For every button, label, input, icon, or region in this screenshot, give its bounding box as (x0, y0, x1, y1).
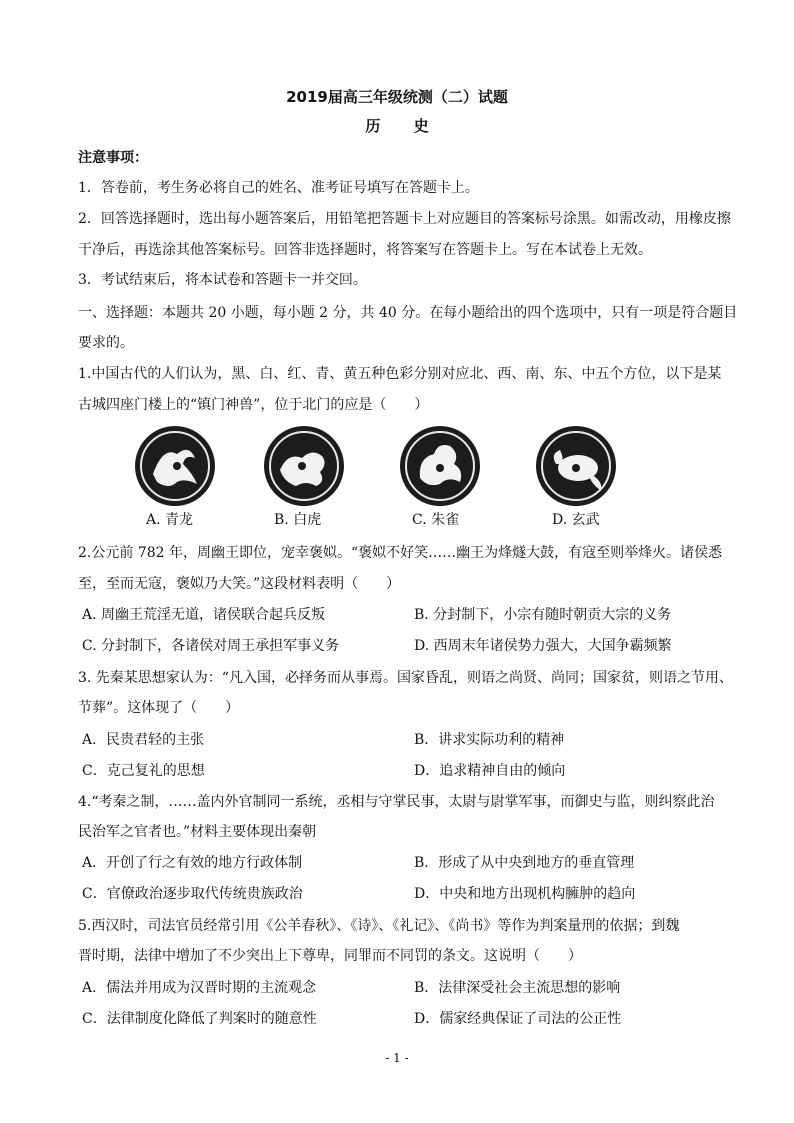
question-5-option-a: A．儒法并用成为汉晋时期的主流观念 (82, 980, 317, 996)
section-1-instructions-line-2: 要求的。 (78, 335, 134, 351)
question-2-line-1: 2.公元前 782 年，周幽王即位，宠幸褒姒。“褒姒不好笑……幽王为烽燧大鼓，有寇至则举烽火。诸侯悉 (78, 545, 723, 561)
question-5-line-2: 晋时期，法律中增加了不少突出上下尊卑，同罪而不同罚的条文。这说明（ ） (78, 948, 582, 964)
question-5-option-c: C．法律制度化降低了判案时的随意性 (82, 1011, 317, 1027)
question-1-option-a: A. 青龙 (146, 512, 194, 528)
notice-item-1: 1．答卷前，考生务必将自己的姓名、准考证号填写在答题卡上。 (78, 180, 479, 196)
question-3-option-d: D．追求精神自由的倾向 (414, 763, 566, 779)
question-4-option-a: A．开创了行之有效的地方行政体制 (82, 855, 303, 871)
notice-item-2-line-2: 干净后，再选涂其他答案标号。回答非选择题时，将答案写在答题卡上。写在本试卷上无效。 (78, 242, 652, 258)
question-3-option-b: B．讲求实际功利的精神 (414, 732, 565, 748)
question-1-option-d: D. 玄武 (552, 512, 600, 528)
bird-tile-icon (398, 424, 482, 508)
question-2-option-d: D. 西周末年诸侯势力强大，大国争霸频繁 (414, 638, 672, 654)
question-2-option-b: B. 分封制下，小宗有随时朝贡大宗的义务 (414, 607, 672, 623)
section-1-instructions-line-1: 一、选择题：本题共 20 小题，每小题 2 分，共 40 分。在每小题给出的四个选项中，只有一项是符合题目 (78, 305, 738, 321)
question-4-option-d: D．中央和地方出现机构臃肿的趋向 (414, 886, 636, 902)
turtle-tile-icon (534, 424, 618, 508)
question-4-option-c: C．官僚政治逐步取代传统贵族政治 (82, 886, 303, 902)
question-3-option-c: C．克己复礼的思想 (82, 763, 205, 779)
question-5-option-d: D．儒家经典保证了司法的公正性 (414, 1011, 622, 1027)
question-4-option-b: B．形成了从中央到地方的垂直管理 (414, 855, 635, 871)
dragon-tile-icon (133, 424, 217, 508)
question-1-line-1: 1.中国古代的人们认为，黑、白、红、青、黄五种色彩分别对应北、西、南、东、中五个方位，以下是某 (78, 366, 722, 382)
question-1-option-b: B. 白虎 (274, 512, 322, 528)
question-4-line-1: 4.“考秦之制，……盖内外官制同一系统，丞相与守掌民事，太尉与尉掌军事，而御史与监，则纠察此治 (78, 794, 715, 810)
question-3-line-2: 节葬”。这体现了（ ） (78, 700, 240, 716)
notice-item-3: 3．考试结束后，将本试卷和答题卡一并交回。 (78, 272, 367, 288)
page-number: - 1 - (385, 1051, 409, 1065)
notice-item-2-line-1: 2．回答选择题时，选出每小题答案后，用铅笔把答题卡上对应题目的答案标号涂黑。如需改动，用橡皮擦 (78, 211, 731, 227)
question-2-option-a: A. 周幽王荒淫无道，诸侯联合起兵反叛 (82, 607, 326, 623)
question-1-line-2: 古城四座门楼上的“镇门神兽”，位于北门的应是（ ） (78, 397, 429, 413)
subject-title: 历 史 (365, 117, 443, 135)
exam-title: 2019届高三年级统测（二）试题 (286, 88, 508, 106)
question-2-line-2: 至，至而无寇，褒姒乃大笑。”这段材料表明（ ） (78, 576, 401, 592)
question-5-option-b: B．法律深受社会主流思想的影响 (414, 980, 621, 996)
question-4-line-2: 民治军之官者也。”材料主要体现出秦朝 (78, 824, 317, 840)
question-2-option-c: C. 分封制下，各诸侯对周王承担军事义务 (82, 638, 340, 654)
question-3-line-1: 3. 先秦某思想家认为：“凡入国，必择务而从事焉。国家昏乱，则语之尚贤、尚同；国家贫，则语之节用、 (78, 670, 733, 686)
question-1-option-c: C. 朱雀 (412, 512, 460, 528)
tiger-tile-icon (262, 424, 346, 508)
question-5-line-1: 5.西汉时，司法官员经常引用《公羊春秋》、《诗》、《礼记》、《尚书》等作为判案量刑的依据；到魏 (78, 918, 680, 934)
notice-heading: 注意事项： (78, 150, 148, 166)
question-3-option-a: A．民贵君轻的主张 (82, 732, 205, 748)
